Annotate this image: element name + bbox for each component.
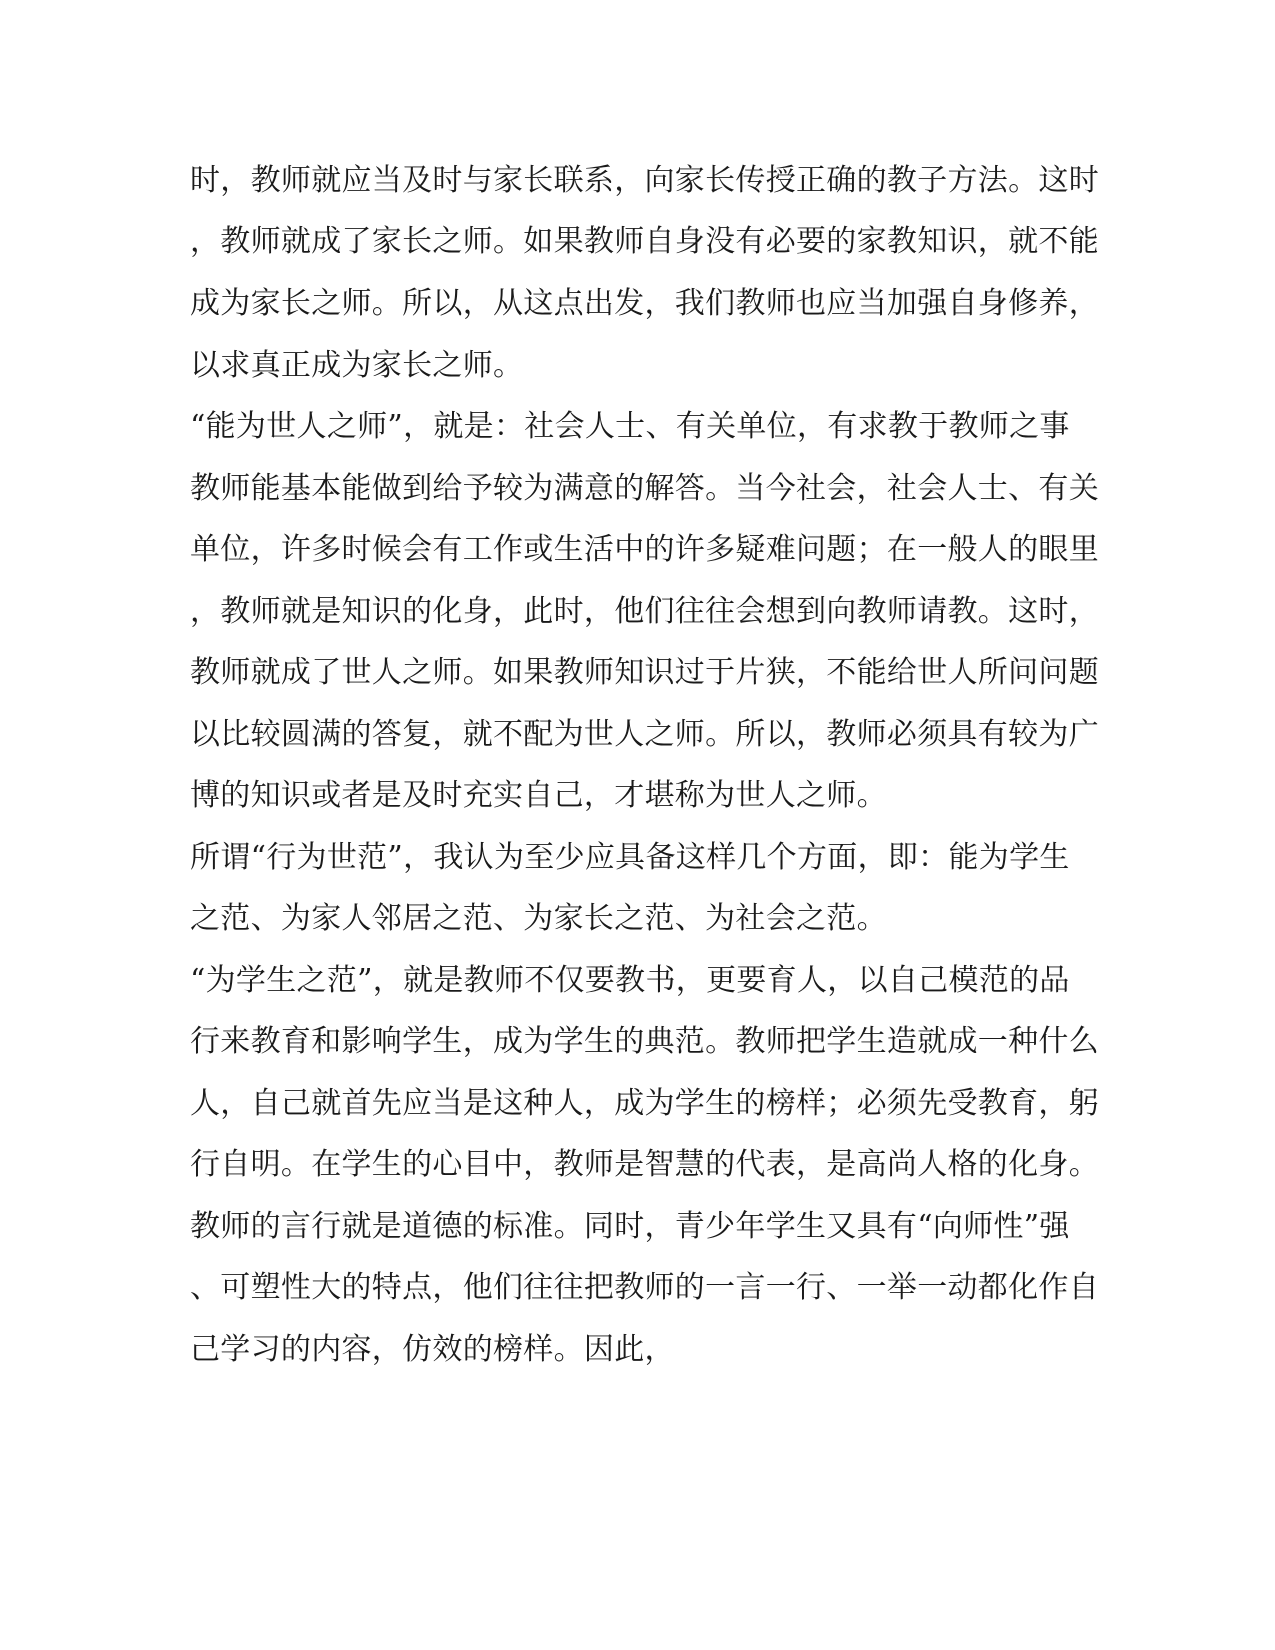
text-line: “能为世人之师”，就是：社会人士、有关单位，有求教于教师之事 [190,409,1070,444]
text-line: ，教师就是知识的化身，此时，他们往往会想到向教师请教。这时， [190,594,1099,629]
text-line: 以求真正成为家长之师。 [190,348,524,383]
text-line: ，教师就成了家长之师。如果教师自身没有必要的家教知识，就不能 [190,224,1099,259]
text-line: 成为家长之师。所以，从这点出发，我们教师也应当加强自身修养， [190,286,1099,321]
text-line: “为学生之范”，就是教师不仅要教书，更要育人，以自己模范的品 [190,963,1070,998]
text-line: 、可塑性大的特点，他们往往把教师的一言一行、一举一动都化作自 [190,1270,1099,1305]
text-line: 教师就成了世人之师。如果教师知识过于片狭，不能给世人所问问题 [190,655,1099,690]
text-line: 教师的言行就是道德的标准。同时，青少年学生又具有“向师性”强 [190,1209,1070,1244]
text-line: 行自明。在学生的心目中，教师是智慧的代表，是高尚人格的化身。 [190,1147,1099,1182]
text-line: 教师能基本能做到给予较为满意的解答。当今社会，社会人士、有关 [190,471,1099,506]
text-line: 人，自己就首先应当是这种人，成为学生的榜样；必须先受教育，躬 [190,1086,1099,1121]
text-line: 之范、为家人邻居之范、为家长之范、为社会之范。 [190,901,887,936]
text-line: 博的知识或者是及时充实自己，才堪称为世人之师。 [190,778,887,813]
text-line: 时，教师就应当及时与家长联系，向家长传授正确的教子方法。这时 [190,163,1099,198]
text-line: 己学习的内容，仿效的榜样。因此， [190,1332,675,1367]
text-line: 以比较圆满的答复，就不配为世人之师。所以，教师必须具有较为广 [190,717,1099,752]
text-line: 行来教育和影响学生，成为学生的典范。教师把学生造就成一种什么 [190,1024,1099,1059]
text-line: 所谓“行为世范”，我认为至少应具备这样几个方面，即：能为学生 [190,840,1070,875]
text-line: 单位，许多时候会有工作或生活中的许多疑难问题；在一般人的眼里 [190,532,1099,567]
